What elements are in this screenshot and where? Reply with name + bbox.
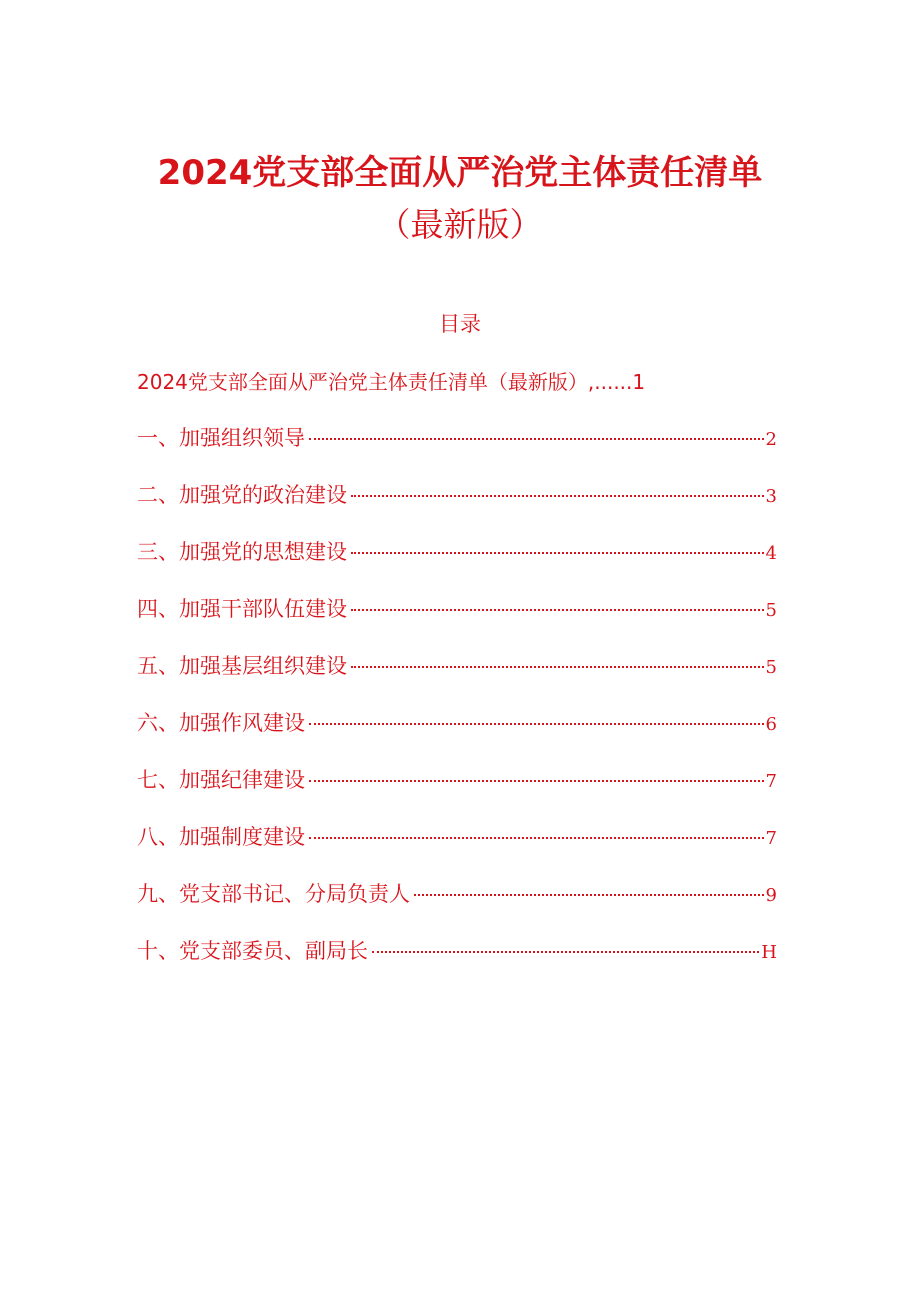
toc-dot-leader <box>309 837 764 839</box>
toc-entry-10[interactable] <box>137 937 777 994</box>
toc-entry-3[interactable] <box>137 538 777 595</box>
toc-entry-5[interactable] <box>137 652 777 709</box>
document-title: 2024党支部全面从严治党主体责任清单 <box>157 153 763 193</box>
toc-page-number: 9 <box>765 885 777 906</box>
toc-page-number: 7 <box>765 828 777 849</box>
toc-entry-label: 二、加强党的政治建设 <box>137 483 347 507</box>
toc-page-number: 3 <box>765 486 777 507</box>
toc-entry-title[interactable]: 2024党支部全面从严治党主体责任清单（最新版）,......1 <box>137 370 646 394</box>
toc-entry-label: 一、加强组织领导 <box>137 426 305 450</box>
toc-page-number: 2 <box>765 429 777 450</box>
document-title-edition: （最新版） <box>377 205 543 244</box>
toc-page-number: 7 <box>765 771 777 792</box>
toc-entry-label: 三、加强党的思想建设 <box>137 540 347 564</box>
toc-entry-7[interactable] <box>137 766 777 823</box>
toc-entry-8[interactable] <box>137 823 777 880</box>
toc-page-number: H <box>761 942 777 963</box>
table-of-contents <box>137 424 777 994</box>
toc-dot-leader <box>351 495 764 497</box>
toc-dot-leader <box>414 894 764 896</box>
toc-entry-label: 四、加强干部队伍建设 <box>137 597 347 621</box>
toc-dot-leader <box>309 438 764 440</box>
toc-entry-label: 七、加强纪律建设 <box>137 768 305 792</box>
toc-entry-1[interactable] <box>137 424 777 481</box>
toc-page-number: 5 <box>765 657 777 678</box>
toc-entry-label: 六、加强作风建设 <box>137 711 305 735</box>
toc-entry-9[interactable] <box>137 880 777 937</box>
toc-entry-6[interactable] <box>137 709 777 766</box>
toc-entry-label: 八、加强制度建设 <box>137 825 305 849</box>
toc-heading: 目录 <box>439 312 481 336</box>
toc-dot-leader <box>372 951 759 953</box>
toc-page-number: 6 <box>765 714 777 735</box>
toc-dot-leader <box>351 609 764 611</box>
toc-entry-label: 九、党支部书记、分局负责人 <box>137 882 410 906</box>
toc-dot-leader <box>309 723 764 725</box>
toc-entry-label: 五、加强基层组织建设 <box>137 654 347 678</box>
toc-dot-leader <box>351 666 764 668</box>
toc-dot-leader <box>351 552 764 554</box>
toc-page-number: 4 <box>765 543 777 564</box>
toc-entry-label: 十、党支部委员、副局长 <box>137 939 368 963</box>
toc-dot-leader <box>309 780 764 782</box>
toc-entry-2[interactable] <box>137 481 777 538</box>
toc-page-number: 5 <box>765 600 777 621</box>
toc-entry-4[interactable] <box>137 595 777 652</box>
